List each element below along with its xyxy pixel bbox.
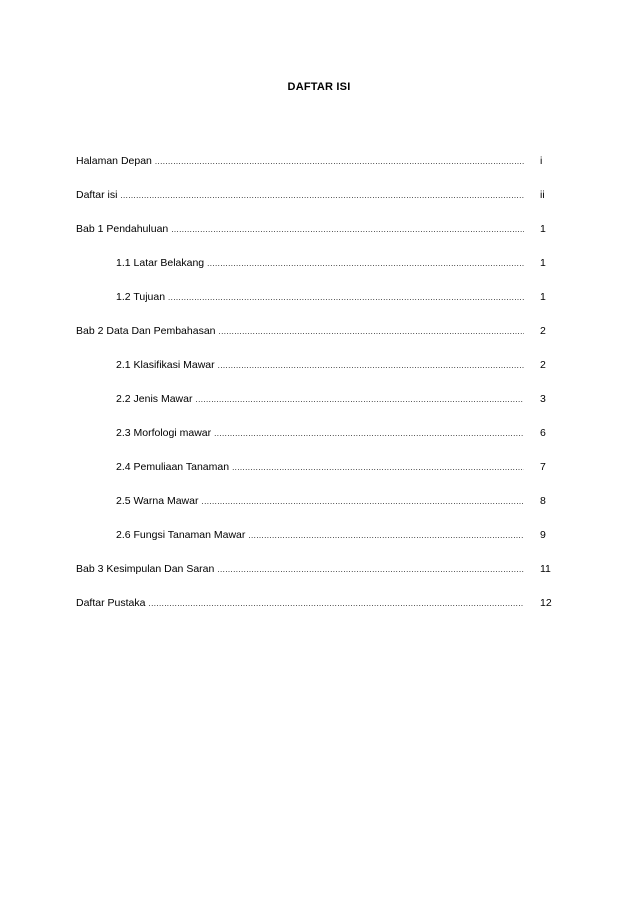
- toc-subentry: [76, 495, 556, 529]
- toc-subentry: [76, 291, 556, 325]
- table-of-contents: [76, 155, 556, 631]
- toc-entry: [76, 223, 556, 257]
- toc-page-number: 8: [540, 495, 546, 507]
- toc-entry: [76, 325, 556, 359]
- toc-page-number: i: [540, 155, 543, 167]
- dot-leader: [155, 157, 524, 166]
- toc-page-number: ii: [540, 189, 545, 201]
- toc-page-number: 1: [540, 291, 546, 303]
- toc-page-number: 6: [540, 427, 546, 439]
- dot-leader: [218, 361, 524, 370]
- dot-leader: [214, 429, 524, 438]
- dot-leader: [148, 599, 524, 608]
- toc-entry-label: Halaman Depan: [76, 155, 152, 167]
- toc-entry-label: Bab 1 Pendahuluan: [76, 223, 169, 235]
- dot-leader: [168, 293, 524, 302]
- toc-subentry: [76, 427, 556, 461]
- dot-leader: [207, 259, 524, 268]
- toc-entry: [76, 189, 556, 223]
- toc-subentry: [76, 257, 556, 291]
- toc-page-number: 12: [540, 597, 552, 609]
- toc-entry-label: Bab 2 Data Dan Pembahasan: [76, 325, 216, 337]
- toc-page-number: 7: [540, 461, 546, 473]
- toc-subentry: [76, 359, 556, 393]
- toc-entry-label: 2.1 Klasifikasi Mawar: [116, 359, 215, 371]
- toc-page-number: 2: [540, 359, 546, 371]
- dot-leader: [219, 327, 524, 336]
- toc-page-number: 3: [540, 393, 546, 405]
- toc-page-number: 1: [540, 257, 546, 269]
- dot-leader: [201, 497, 524, 506]
- toc-page-number: 11: [540, 563, 551, 575]
- toc-subentry: [76, 529, 556, 563]
- toc-entry-label: Bab 3 Kesimpulan Dan Saran: [76, 563, 215, 575]
- toc-subentry: [76, 461, 556, 495]
- toc-entry-label: Daftar Pustaka: [76, 597, 146, 609]
- toc-entry-label: 2.5 Warna Mawar: [116, 495, 199, 507]
- dot-leader: [248, 531, 524, 540]
- toc-entry-label: 2.6 Fungsi Tanaman Mawar: [116, 529, 246, 541]
- toc-entry-label: 2.3 Morfologi mawar: [116, 427, 212, 439]
- toc-entry-label: 1.2 Tujuan: [116, 291, 166, 303]
- toc-entry-label: 2.4 Pemuliaan Tanaman: [116, 461, 230, 473]
- toc-page-number: 9: [540, 529, 546, 541]
- toc-page-number: 2: [540, 325, 546, 337]
- dot-leader: [217, 565, 524, 574]
- toc-entry-label: 1.1 Latar Belakang: [116, 257, 205, 269]
- dot-leader: [120, 191, 524, 200]
- toc-entry-label: 2.2 Jenis Mawar: [116, 393, 193, 405]
- dot-leader: [195, 395, 524, 404]
- toc-entry: [76, 597, 556, 631]
- toc-page-number: 1: [540, 223, 546, 235]
- toc-entry: [76, 155, 556, 189]
- toc-entry: [76, 563, 556, 597]
- dot-leader: [232, 463, 524, 472]
- toc-subentry: [76, 393, 556, 427]
- page-title: DAFTAR ISI: [287, 81, 351, 93]
- dot-leader: [171, 225, 524, 234]
- toc-entry-label: Daftar isi: [76, 189, 118, 201]
